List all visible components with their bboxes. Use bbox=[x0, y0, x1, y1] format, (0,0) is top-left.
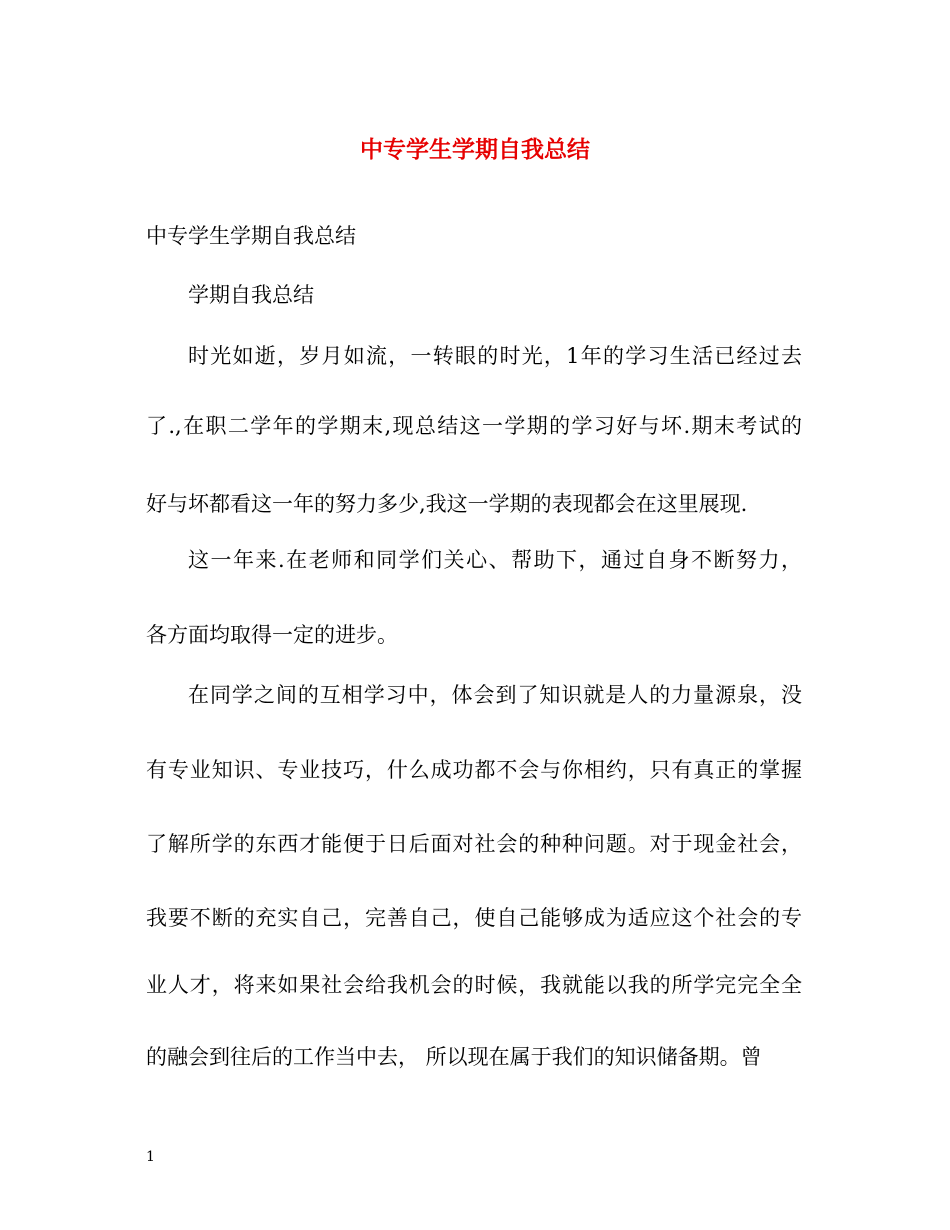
subtitle-line: 中专学生学期自我总结 bbox=[146, 224, 356, 248]
paragraph-line: 我要不断的充实自己，完善自己，使自己能够成为适应这个社会的专 bbox=[146, 906, 802, 930]
paragraph-line: 这一年来.在老师和同学们关心、帮助下，通过自身不断努力， bbox=[188, 548, 802, 572]
paragraph-line: 的融会到往后的工作当中去， 所以现在属于我们的知识储备期。曾 bbox=[146, 1045, 762, 1069]
paragraph-line: 好与坏都看这一年的努力多少,我这一学期的表现都会在这里展现. bbox=[146, 492, 748, 516]
paragraph-line: 业人才，将来如果社会给我机会的时候，我就能以我的所学完完全全 bbox=[146, 973, 802, 997]
page-number: 1 bbox=[146, 1149, 155, 1165]
paragraph-line: 各方面均取得一定的进步。 bbox=[146, 623, 398, 647]
document-title: 中专学生学期自我总结 bbox=[360, 136, 590, 163]
paragraph-line: 有专业知识、专业技巧，什么成功都不会与你相约，只有真正的掌握 bbox=[146, 758, 802, 782]
section-heading: 学期自我总结 bbox=[188, 283, 314, 307]
paragraph-line: 了解所学的东西才能便于日后面对社会的种种问题。对于现金社会， bbox=[146, 832, 802, 856]
paragraph-line: 时光如逝，岁月如流，一转眼的时光，1年的学习生活已经过去 bbox=[188, 344, 802, 368]
paragraph-line: 了.,在职二学年的学期末,现总结这一学期的学习好与坏.期末考试的 bbox=[146, 414, 802, 438]
paragraph-line: 在同学之间的互相学习中，体会到了知识就是人的力量源泉，没 bbox=[188, 683, 802, 707]
